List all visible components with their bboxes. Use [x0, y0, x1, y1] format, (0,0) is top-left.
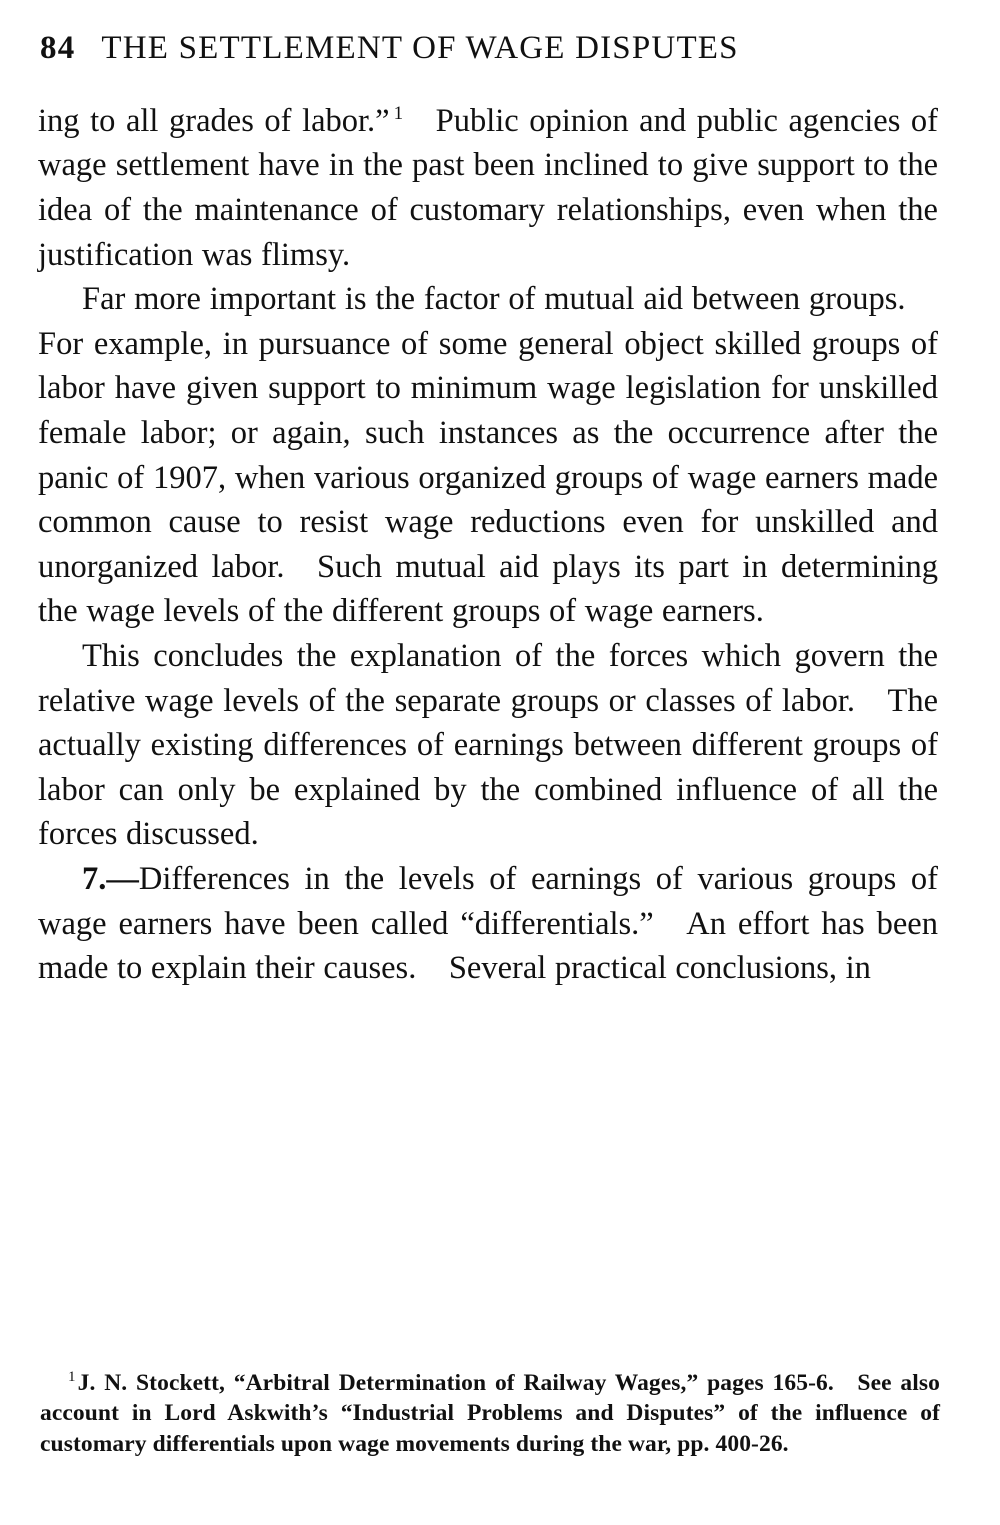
section-number: 7.—: [82, 860, 139, 897]
running-head: [40, 30, 960, 67]
footnote-reference[interactable]: 1: [393, 103, 404, 124]
paragraph-2: Far more important is the factor of mutual aid between groups. For example, in pursuance of some general object skilled groups of labor have given support to minimum wage legislation for unskilled female labor; or again, such instances as the occurrence after the panic of 1907, when various organized groups of wage earners made common cause to resist wage reductions even for unskilled and unorganized labor. Such mutual aid plays its part in determining the wage levels of the different groups of wage earners.: [38, 281, 938, 630]
running-head-title: THE SETTLEMENT OF WAGE DISPUTES: [101, 30, 739, 66]
paragraph-1-text-after-note: Public opinion and public agencies of wage settlement have in the past been inclined to give support to the idea of the maintenance of customary relationships, even when the justification was flimsy.: [38, 102, 938, 273]
body-text: [38, 92, 938, 991]
paragraph-1: [38, 92, 938, 277]
footnote-text: J. N. Stockett, “Arbitral Determination of Railway Wages,” pages 165-6. See also account in Lord Askwith’s “Industrial Problems and Disputes” of the influence of customary differentials upon wage movements during the war, pp. 400-26.: [40, 1369, 940, 1457]
paragraph-1-text-before-note: ing to all grades of labor.”: [38, 102, 390, 139]
section-paragraph: [38, 857, 938, 991]
footnote-marker: 1: [68, 1369, 76, 1385]
footnote-indent: [40, 1370, 68, 1396]
section-paragraph-text: Differences in the levels of earnings of various groups of wage earners have been called “differentials.” An effort has been made to explain their causes. Several practical conclusions, in: [38, 860, 938, 987]
page-number: 84: [40, 30, 76, 66]
footnote: [40, 1362, 940, 1459]
paragraph-3: This concludes the explanation of the forces which govern the relative wage levels of the separate groups or classes of labor. The actually existing differences of earnings between different groups of labor can only be explained by the combined influence of all the forces discussed.: [38, 637, 938, 853]
